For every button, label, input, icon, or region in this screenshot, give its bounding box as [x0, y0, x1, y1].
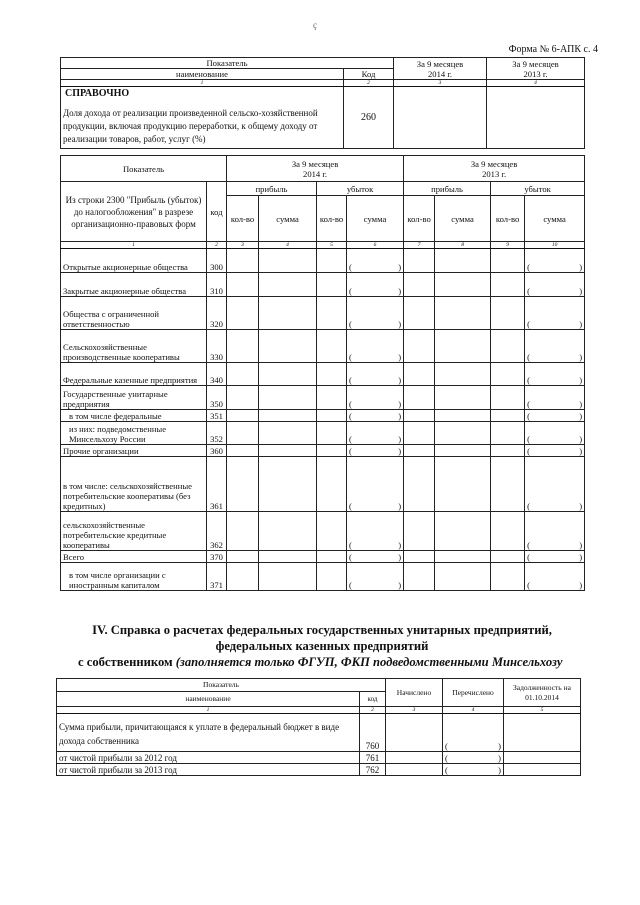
row-code: 371 [207, 563, 227, 591]
t2-col-num-3: 3 [227, 242, 259, 249]
paren-open: ( [527, 352, 530, 362]
value-cell[interactable] [491, 330, 525, 363]
paren-open: ( [445, 765, 448, 775]
value-cell[interactable] [317, 551, 347, 563]
value-cell[interactable] [435, 297, 491, 330]
paren-close: ) [398, 352, 402, 362]
paren-open: ( [527, 411, 530, 421]
paren-close: ) [579, 434, 583, 444]
paren-open: ( [527, 501, 530, 511]
value-cell[interactable] [386, 764, 443, 776]
paren-open: ( [349, 446, 352, 456]
value-cell[interactable] [404, 422, 435, 445]
value-cell[interactable] [404, 363, 435, 386]
paren-close: ) [579, 411, 583, 421]
loss-sum-cell[interactable] [525, 551, 585, 563]
paren-open: ( [527, 552, 530, 562]
row-label: Всего [61, 551, 207, 563]
value-cell[interactable] [404, 551, 435, 563]
table-row [57, 752, 581, 764]
t3-header-accrued: Начислено [386, 679, 443, 707]
value-cell[interactable] [259, 445, 317, 457]
paren-open: ( [349, 434, 352, 444]
loss-sum-cell[interactable] [347, 297, 404, 330]
t2-header-code: код [207, 182, 227, 242]
t2-header-sum: сумма [259, 196, 317, 242]
row-label: Сумма прибыли, причитающаяся к уплате в федеральный бюджет в виде дохода собственника [57, 714, 360, 752]
value-cell[interactable] [386, 714, 443, 752]
paren-close: ) [579, 501, 583, 511]
table-row [61, 386, 585, 410]
value-cell[interactable] [317, 445, 347, 457]
value-cell[interactable] [317, 363, 347, 386]
row-code: 300 [207, 249, 227, 273]
reference-title: СПРАВОЧНО [65, 88, 130, 99]
paren-open: ( [527, 262, 530, 272]
table-row [61, 512, 585, 551]
section-iv-title-line2: федеральных казенных предприятий [215, 639, 429, 653]
transferred-cell[interactable] [443, 752, 504, 764]
paren-close: ) [579, 319, 583, 329]
paren-close: ) [579, 399, 583, 409]
paren-open: ( [527, 446, 530, 456]
paren-close: ) [398, 552, 402, 562]
value-cell[interactable] [259, 249, 317, 273]
table-row [61, 363, 585, 386]
paren-close: ) [498, 753, 501, 763]
value-cell[interactable] [491, 457, 525, 512]
paren-close: ) [398, 501, 402, 511]
paren-close: ) [398, 446, 402, 456]
value-cell[interactable] [317, 512, 347, 551]
paren-open: ( [527, 399, 530, 409]
t2-col-num-7: 7 [404, 242, 435, 249]
t2-header-loss-2014: убыток [317, 182, 404, 196]
value-cell[interactable] [491, 410, 525, 422]
row-label: из них: подведомственные Минсельхозу России [61, 422, 207, 445]
t2-header-sum: сумма [525, 196, 585, 242]
row-code: 360 [207, 445, 227, 457]
t2-col-num-5: 5 [317, 242, 347, 249]
value-cell[interactable] [404, 410, 435, 422]
row-label: Закрытые акционерные общества [61, 273, 207, 297]
t2-header-count: кол-во [404, 196, 435, 242]
paren-open: ( [527, 434, 530, 444]
table-row [61, 249, 585, 273]
t3-header-transferred: Перечислено [443, 679, 504, 707]
value-cell[interactable] [404, 563, 435, 591]
t2-header-count: кол-во [227, 196, 259, 242]
t2-col-num-1: 1 [61, 242, 207, 249]
paren-open: ( [349, 411, 352, 421]
t2-col-num-8: 8 [435, 242, 491, 249]
value-cell[interactable] [435, 457, 491, 512]
paren-open: ( [445, 753, 448, 763]
row-label: Открытые акционерные общества [61, 249, 207, 273]
loss-sum-cell[interactable] [525, 297, 585, 330]
t3-header-indicator: Показатель [57, 679, 386, 692]
paren-close: ) [398, 434, 402, 444]
t3-col-num-2: 2 [360, 707, 386, 714]
value-cell[interactable] [259, 330, 317, 363]
value-cell[interactable] [491, 386, 525, 410]
row-code: 362 [207, 512, 227, 551]
value-cell[interactable] [404, 386, 435, 410]
row-code: 361 [207, 457, 227, 512]
row-label: Общества с ограниченной ответственностью [61, 297, 207, 330]
value-cell[interactable] [491, 273, 525, 297]
paren-close: ) [398, 411, 402, 421]
paren-open: ( [527, 375, 530, 385]
paren-open: ( [349, 352, 352, 362]
value-cell[interactable] [435, 551, 491, 563]
row-label: в том числе организации с иностранным капиталом [61, 563, 207, 591]
loss-sum-cell[interactable] [347, 363, 404, 386]
value-cell[interactable] [259, 297, 317, 330]
table-row [61, 457, 585, 512]
t3-header-code: код [360, 692, 386, 707]
value-cell[interactable] [227, 563, 259, 591]
value-cell[interactable] [227, 386, 259, 410]
paren-close: ) [579, 580, 583, 590]
value-cell[interactable] [404, 330, 435, 363]
value-cell[interactable] [491, 422, 525, 445]
value-cell[interactable] [259, 512, 317, 551]
t2-col-num-10: 10 [525, 242, 585, 249]
paren-close: ) [579, 446, 583, 456]
loss-sum-cell[interactable] [347, 457, 404, 512]
transferred-cell[interactable] [443, 764, 504, 776]
loss-sum-cell[interactable] [347, 445, 404, 457]
paren-open: ( [445, 741, 448, 751]
loss-sum-cell[interactable] [525, 386, 585, 410]
value-cell[interactable] [259, 410, 317, 422]
value-cell-2013[interactable] [487, 87, 585, 149]
value-cell[interactable] [227, 297, 259, 330]
loss-sum-cell[interactable] [347, 410, 404, 422]
paren-close: ) [398, 286, 402, 296]
header-code: Код [344, 69, 394, 80]
paren-close: ) [398, 540, 402, 550]
paren-close: ) [579, 540, 583, 550]
paren-close: ) [498, 765, 501, 775]
loss-sum-cell[interactable] [525, 563, 585, 591]
value-cell[interactable] [227, 273, 259, 297]
t2-col-num-2: 2 [207, 242, 227, 249]
value-cell[interactable] [259, 363, 317, 386]
t3-col-num-1: 1 [57, 707, 360, 714]
value-cell[interactable] [404, 297, 435, 330]
header-name: наименование [61, 69, 344, 80]
table-row [61, 563, 585, 591]
table-row [57, 764, 581, 776]
t2-header-profit-2014: прибыль [227, 182, 317, 196]
value-cell[interactable] [491, 445, 525, 457]
row-code: 351 [207, 410, 227, 422]
t3-col-num-5: 5 [504, 707, 581, 714]
section-iv-title [60, 622, 584, 670]
value-cell[interactable] [435, 410, 491, 422]
row-code: 330 [207, 330, 227, 363]
row-label: Сельскохозяйственные производственные кооперативы [61, 330, 207, 363]
value-cell[interactable] [259, 273, 317, 297]
value-cell[interactable] [317, 457, 347, 512]
value-cell[interactable] [259, 457, 317, 512]
row-code: 350 [207, 386, 227, 410]
table-row [61, 410, 585, 422]
t3-header-debt: Задолженность на 01.10.2014 [504, 679, 581, 707]
value-cell[interactable] [317, 297, 347, 330]
t2-header-sum: сумма [435, 196, 491, 242]
row-code: 762 [360, 764, 386, 776]
loss-sum-cell[interactable] [347, 330, 404, 363]
value-cell[interactable] [491, 512, 525, 551]
t2-header-period-2013: За 9 месяцев 2013 г. [404, 156, 585, 182]
value-cell[interactable] [259, 551, 317, 563]
loss-sum-cell[interactable] [525, 422, 585, 445]
paren-close: ) [579, 352, 583, 362]
value-cell[interactable] [435, 512, 491, 551]
loss-sum-cell[interactable] [525, 273, 585, 297]
row-label: в том числе федеральные [61, 410, 207, 422]
paren-close: ) [398, 319, 402, 329]
reference-share-table [60, 57, 585, 149]
t2-header-loss-2013: убыток [491, 182, 585, 196]
reference-row-label: Доля дохода от реализации произведенной сельско-хозяйственной продукции, включая продукцию переработки, к общему доходу от реализации товаров, работ, услуг (%) [63, 108, 318, 144]
value-cell[interactable] [317, 273, 347, 297]
paren-open: ( [349, 580, 352, 590]
header-indicator: Показатель [61, 58, 394, 69]
value-cell[interactable] [317, 330, 347, 363]
table-row [61, 273, 585, 297]
t2-header-indicator: Показатель [61, 156, 227, 182]
paren-close: ) [398, 580, 402, 590]
loss-sum-cell[interactable] [525, 330, 585, 363]
form-reference: Форма № 6-АПК с. 4 [508, 44, 598, 55]
row-label: Прочие организации [61, 445, 207, 457]
value-cell[interactable] [404, 457, 435, 512]
paren-open: ( [527, 286, 530, 296]
paren-open: ( [527, 319, 530, 329]
t2-col-num-9: 9 [491, 242, 525, 249]
value-cell[interactable] [227, 363, 259, 386]
value-cell[interactable] [317, 410, 347, 422]
paren-open: ( [527, 580, 530, 590]
row-code: 320 [207, 297, 227, 330]
paren-open: ( [349, 319, 352, 329]
paren-close: ) [579, 286, 583, 296]
paren-open: ( [527, 540, 530, 550]
value-cell[interactable] [435, 273, 491, 297]
paren-open: ( [349, 552, 352, 562]
paren-open: ( [349, 262, 352, 272]
row-label: от чистой прибыли за 2012 год [57, 752, 360, 764]
value-cell[interactable] [435, 330, 491, 363]
paren-open: ( [349, 375, 352, 385]
value-cell[interactable] [259, 422, 317, 445]
value-cell[interactable] [227, 512, 259, 551]
col-num-2: 2 [344, 80, 394, 87]
value-cell-2014[interactable] [394, 87, 487, 149]
row-code: 310 [207, 273, 227, 297]
row-label: сельскохозяйственные потребительские кредитные кооперативы [61, 512, 207, 551]
value-cell[interactable] [435, 445, 491, 457]
value-cell[interactable] [491, 563, 525, 591]
paren-close: ) [579, 552, 583, 562]
t2-col-num-4: 4 [259, 242, 317, 249]
value-cell[interactable] [227, 551, 259, 563]
value-cell[interactable] [404, 512, 435, 551]
t2-header-sum: сумма [347, 196, 404, 242]
reference-row [61, 87, 344, 149]
value-cell[interactable] [404, 445, 435, 457]
paren-close: ) [579, 262, 583, 272]
value-cell[interactable] [504, 714, 581, 752]
value-cell[interactable] [504, 764, 581, 776]
row-code: 352 [207, 422, 227, 445]
paren-close: ) [398, 262, 402, 272]
paren-close: ) [579, 375, 583, 385]
value-cell[interactable] [386, 752, 443, 764]
loss-sum-cell[interactable] [525, 410, 585, 422]
reference-row-code: 260 [344, 87, 394, 149]
owner-settlements-table [56, 678, 581, 776]
page-mark: ç [313, 20, 317, 30]
loss-sum-cell[interactable] [347, 422, 404, 445]
value-cell[interactable] [259, 386, 317, 410]
t2-header-count: кол-во [317, 196, 347, 242]
header-period-2014: За 9 месяцев 2014 г. [394, 58, 487, 80]
table-row [57, 714, 581, 752]
loss-sum-cell[interactable] [525, 457, 585, 512]
row-code: 370 [207, 551, 227, 563]
row-label: Государственные унитарные предприятия [61, 386, 207, 410]
paren-open: ( [349, 286, 352, 296]
value-cell[interactable] [491, 363, 525, 386]
t2-header-period-2014: За 9 месяцев 2014 г. [227, 156, 404, 182]
value-cell[interactable] [491, 249, 525, 273]
row-code: 340 [207, 363, 227, 386]
section-iv-title-line1: IV. Справка о расчетах федеральных государственных унитарных предприятий, [92, 623, 552, 637]
transferred-cell[interactable] [443, 714, 504, 752]
table-row [61, 422, 585, 445]
value-cell[interactable] [227, 330, 259, 363]
value-cell[interactable] [435, 363, 491, 386]
t3-header-name: наименование [57, 692, 360, 707]
t2-header-profit-2013: прибыль [404, 182, 491, 196]
value-cell[interactable] [227, 249, 259, 273]
loss-sum-cell[interactable] [347, 512, 404, 551]
value-cell[interactable] [404, 249, 435, 273]
paren-close: ) [398, 399, 402, 409]
row-code: 761 [360, 752, 386, 764]
value-cell[interactable] [227, 457, 259, 512]
col-num-1: 1 [61, 80, 344, 87]
value-cell[interactable] [227, 422, 259, 445]
value-cell[interactable] [504, 752, 581, 764]
table-row [61, 551, 585, 563]
row-label: в том числе: сельскохозяйственные потребительские кооперативы (без кредитных) [61, 457, 207, 512]
t3-col-num-4: 4 [443, 707, 504, 714]
profit-loss-by-legal-form-table [60, 155, 585, 591]
section-iv-title-line3: с собственником (заполняется только ФГУП, ФКП подведомственными Минсельхозу [78, 655, 563, 669]
value-cell[interactable] [435, 422, 491, 445]
loss-sum-cell[interactable] [347, 551, 404, 563]
paren-open: ( [349, 540, 352, 550]
loss-sum-cell[interactable] [347, 563, 404, 591]
row-label: от чистой прибыли за 2013 год [57, 764, 360, 776]
loss-sum-cell[interactable] [525, 363, 585, 386]
value-cell[interactable] [259, 563, 317, 591]
t2-header-count: кол-во [491, 196, 525, 242]
t3-col-num-3: 3 [386, 707, 443, 714]
table-row [61, 297, 585, 330]
t2-header-source: Из строки 2300 "Прибыль (убыток) до налогообложения" в разрезе организационно-правовых форм [61, 182, 207, 242]
value-cell[interactable] [491, 551, 525, 563]
loss-sum-cell[interactable] [525, 512, 585, 551]
row-label: Федеральные казенные предприятия [61, 363, 207, 386]
paren-close: ) [498, 741, 501, 751]
col-num-3: 3 [394, 80, 487, 87]
value-cell[interactable] [435, 563, 491, 591]
table-row [61, 445, 585, 457]
value-cell[interactable] [317, 563, 347, 591]
loss-sum-cell[interactable] [525, 249, 585, 273]
row-code: 760 [360, 714, 386, 752]
col-num-4: 4 [487, 80, 585, 87]
value-cell[interactable] [435, 386, 491, 410]
loss-sum-cell[interactable] [347, 249, 404, 273]
value-cell[interactable] [227, 410, 259, 422]
loss-sum-cell[interactable] [347, 273, 404, 297]
value-cell[interactable] [317, 386, 347, 410]
paren-close: ) [398, 375, 402, 385]
loss-sum-cell[interactable] [525, 445, 585, 457]
value-cell[interactable] [317, 422, 347, 445]
paren-open: ( [349, 501, 352, 511]
value-cell[interactable] [491, 297, 525, 330]
value-cell[interactable] [404, 273, 435, 297]
header-period-2013: За 9 месяцев 2013 г. [487, 58, 585, 80]
paren-open: ( [349, 399, 352, 409]
t2-col-num-6: 6 [347, 242, 404, 249]
value-cell[interactable] [227, 445, 259, 457]
value-cell[interactable] [317, 249, 347, 273]
table-row [61, 330, 585, 363]
value-cell[interactable] [435, 249, 491, 273]
loss-sum-cell[interactable] [347, 386, 404, 410]
